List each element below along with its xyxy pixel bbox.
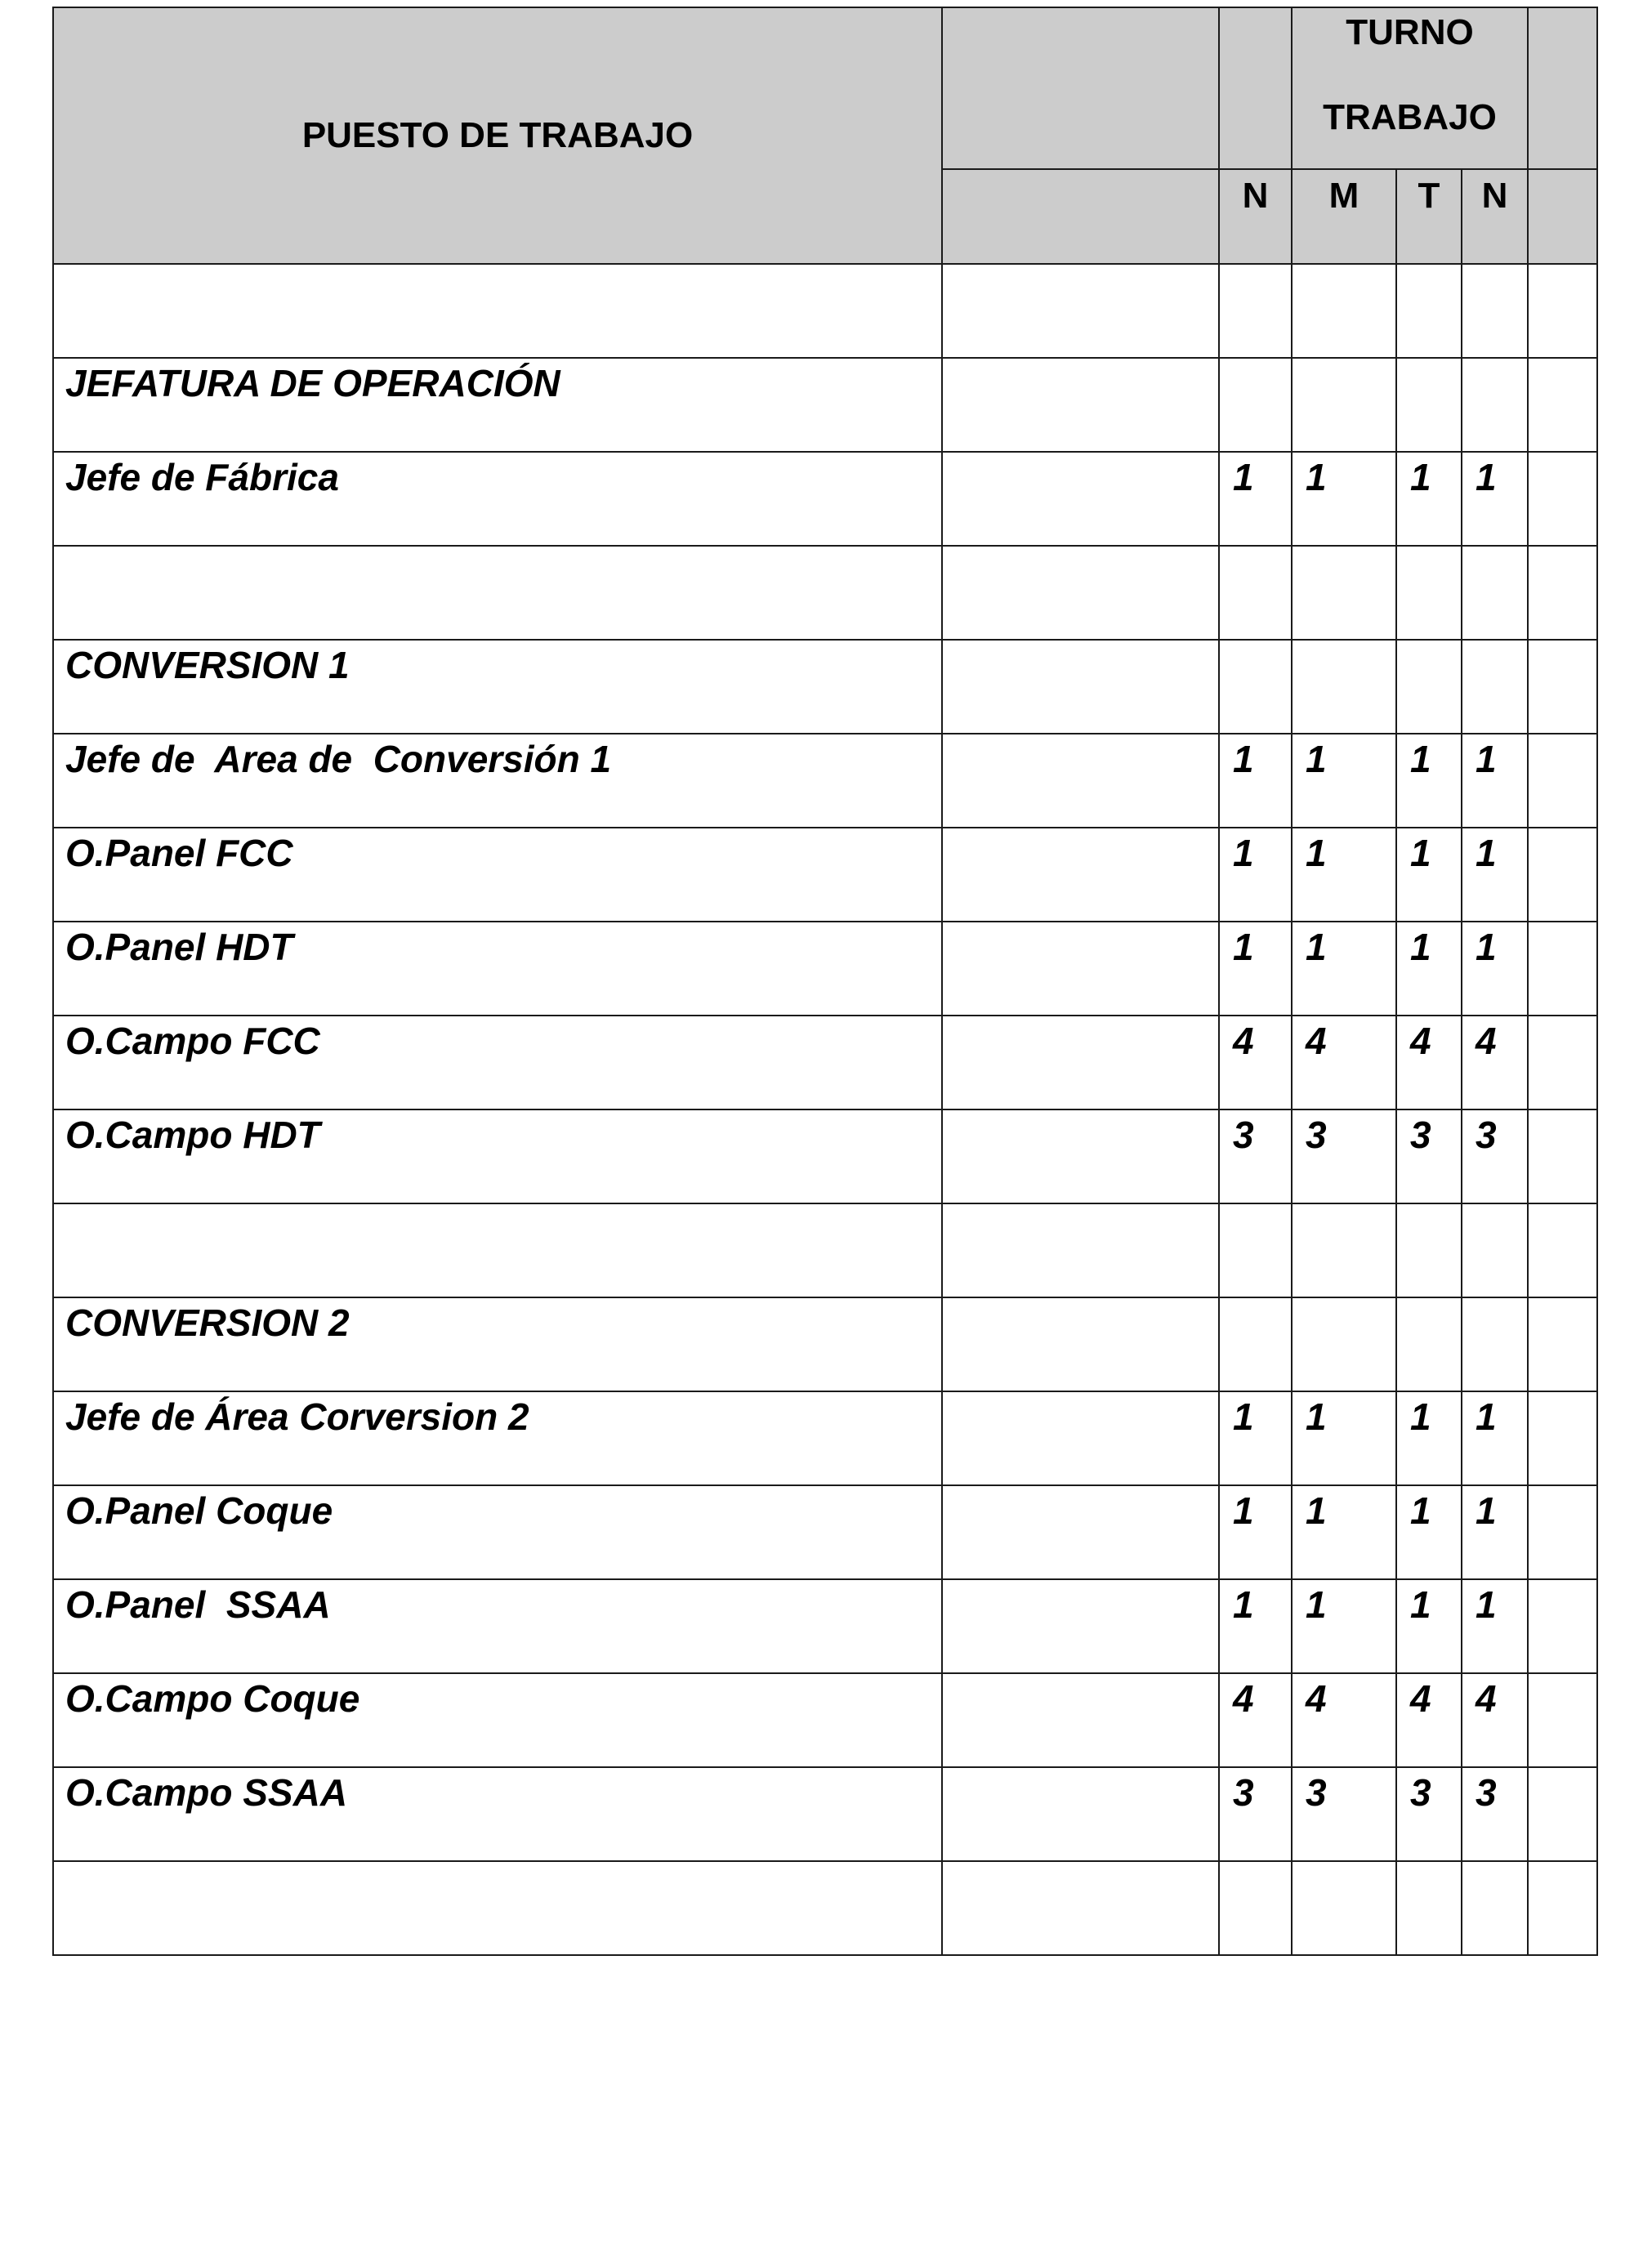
blank-cell (942, 828, 1219, 922)
shift-t-cell (1396, 1861, 1462, 1955)
job-title-cell: O.Campo Coque (53, 1673, 942, 1767)
shift-n2-cell: 1 (1462, 452, 1528, 546)
table-row (53, 1673, 1597, 1767)
shift-n2-cell: 1 (1462, 1391, 1528, 1485)
blank-cell (1528, 1109, 1597, 1203)
header-blank-cell (1528, 7, 1597, 169)
blank-cell (1528, 1485, 1597, 1579)
job-title-cell: O.Panel SSAA (53, 1579, 942, 1673)
shift-t-cell: 3 (1396, 1109, 1462, 1203)
shift-group-header (1292, 7, 1528, 169)
shift-m-cell: 4 (1292, 1673, 1396, 1767)
blank-cell (942, 1297, 1219, 1391)
shift-t-cell: 1 (1396, 734, 1462, 828)
blank-cell (942, 452, 1219, 546)
table-row (53, 1861, 1597, 1955)
shift-t-cell (1396, 1203, 1462, 1297)
shift-t-cell (1396, 358, 1462, 452)
job-title-cell: O.Panel Coque (53, 1485, 942, 1579)
shift-n2-cell (1462, 264, 1528, 358)
shift-n-cell: 1 (1219, 1485, 1292, 1579)
table-row (53, 828, 1597, 922)
shift-n2-cell (1462, 1861, 1528, 1955)
shift-n-cell: 3 (1219, 1109, 1292, 1203)
shift-t-cell (1396, 546, 1462, 640)
shift-n-cell (1219, 1297, 1292, 1391)
shift-t-cell: 4 (1396, 1016, 1462, 1109)
table-row (53, 1297, 1597, 1391)
header-blank-cell (1219, 7, 1292, 169)
blank-cell (942, 640, 1219, 734)
shift-n2-cell (1462, 546, 1528, 640)
blank-cell (942, 922, 1219, 1016)
shift-header-n: N (1219, 169, 1292, 264)
blank-cell (1528, 1016, 1597, 1109)
shift-m-cell: 1 (1292, 1391, 1396, 1485)
shift-m-cell: 4 (1292, 1016, 1396, 1109)
table-row (53, 640, 1597, 734)
job-title-cell (53, 264, 942, 358)
table-row (53, 1579, 1597, 1673)
shift-m-cell (1292, 640, 1396, 734)
shift-m-cell (1292, 264, 1396, 358)
job-title-cell: O.Campo FCC (53, 1016, 942, 1109)
blank-cell (1528, 1673, 1597, 1767)
shift-m-cell: 1 (1292, 1485, 1396, 1579)
shift-n-cell: 1 (1219, 828, 1292, 922)
shift-t-cell: 4 (1396, 1673, 1462, 1767)
shift-n-cell: 4 (1219, 1673, 1292, 1767)
table-row (53, 1767, 1597, 1861)
shift-group-line-2: TRABAJO (1323, 97, 1497, 137)
shift-n2-cell: 4 (1462, 1016, 1528, 1109)
table-row (53, 1485, 1597, 1579)
shift-t-cell: 1 (1396, 1485, 1462, 1579)
shift-t-cell: 1 (1396, 452, 1462, 546)
blank-cell (1528, 922, 1597, 1016)
table-row (53, 1109, 1597, 1203)
shift-n2-cell: 1 (1462, 1485, 1528, 1579)
blank-cell (942, 1391, 1219, 1485)
blank-cell (1528, 640, 1597, 734)
table-row (53, 264, 1597, 358)
job-title-header: PUESTO DE TRABAJO (53, 7, 942, 264)
shift-group-line-1: TURNO (1346, 12, 1474, 52)
table-row (53, 734, 1597, 828)
header-row-1 (53, 7, 1597, 169)
shift-n2-cell (1462, 640, 1528, 734)
header-blank-cell (942, 7, 1219, 169)
shift-n2-cell: 4 (1462, 1673, 1528, 1767)
table-row (53, 358, 1597, 452)
blank-cell (942, 1203, 1219, 1297)
blank-cell (942, 1485, 1219, 1579)
shift-n2-cell: 3 (1462, 1109, 1528, 1203)
shift-m-cell: 1 (1292, 734, 1396, 828)
shift-n2-cell (1462, 1203, 1528, 1297)
shift-header-m: M (1292, 169, 1396, 264)
shift-n-cell: 1 (1219, 1391, 1292, 1485)
shift-n-cell (1219, 358, 1292, 452)
shift-t-cell (1396, 1297, 1462, 1391)
job-title-cell: Jefe de Área Corversion 2 (53, 1391, 942, 1485)
job-title-cell: O.Campo HDT (53, 1109, 942, 1203)
blank-cell (1528, 1579, 1597, 1673)
blank-cell (942, 1767, 1219, 1861)
blank-cell (942, 1579, 1219, 1673)
shift-n2-cell: 3 (1462, 1767, 1528, 1861)
job-title-cell: O.Campo SSAA (53, 1767, 942, 1861)
job-title-cell: CONVERSION 1 (53, 640, 942, 734)
shift-t-cell: 1 (1396, 1579, 1462, 1673)
blank-cell (1528, 1391, 1597, 1485)
shift-n2-cell: 1 (1462, 828, 1528, 922)
blank-cell (1528, 1297, 1597, 1391)
shift-n-cell (1219, 1861, 1292, 1955)
shift-n-cell (1219, 264, 1292, 358)
job-title-cell (53, 546, 942, 640)
job-title-cell: O.Panel FCC (53, 828, 942, 922)
shift-n-cell (1219, 546, 1292, 640)
shift-n-cell: 1 (1219, 452, 1292, 546)
blank-cell (1528, 828, 1597, 922)
blank-cell (1528, 1767, 1597, 1861)
shift-n-cell: 1 (1219, 734, 1292, 828)
shift-n-cell: 1 (1219, 922, 1292, 1016)
shift-m-cell (1292, 1203, 1396, 1297)
shift-n-cell: 3 (1219, 1767, 1292, 1861)
blank-cell (942, 1861, 1219, 1955)
blank-cell (942, 734, 1219, 828)
shift-m-cell (1292, 358, 1396, 452)
table-row (53, 452, 1597, 546)
shift-n2-cell: 1 (1462, 1579, 1528, 1673)
shift-n2-cell: 1 (1462, 734, 1528, 828)
table-row (53, 922, 1597, 1016)
job-title-cell: O.Panel HDT (53, 922, 942, 1016)
shift-m-cell: 1 (1292, 828, 1396, 922)
blank-cell (1528, 358, 1597, 452)
blank-cell (1528, 734, 1597, 828)
blank-cell (942, 546, 1219, 640)
shift-header-n2: N (1462, 169, 1528, 264)
job-title-cell (53, 1861, 942, 1955)
shift-t-cell: 1 (1396, 922, 1462, 1016)
blank-cell (1528, 264, 1597, 358)
blank-cell (942, 1016, 1219, 1109)
job-title-cell: Jefe de Fábrica (53, 452, 942, 546)
blank-cell (1528, 546, 1597, 640)
shift-m-cell: 3 (1292, 1767, 1396, 1861)
job-title-cell (53, 1203, 942, 1297)
header-blank-cell (1528, 169, 1597, 264)
shift-n2-cell (1462, 358, 1528, 452)
blank-cell (1528, 1203, 1597, 1297)
shift-m-cell: 1 (1292, 452, 1396, 546)
shift-t-cell (1396, 264, 1462, 358)
table-row (53, 1391, 1597, 1485)
table-row (53, 1203, 1597, 1297)
shift-n-cell (1219, 1203, 1292, 1297)
shift-n2-cell: 1 (1462, 922, 1528, 1016)
header-blank-cell (942, 169, 1219, 264)
shift-m-cell (1292, 1297, 1396, 1391)
shift-t-cell: 3 (1396, 1767, 1462, 1861)
job-title-cell: CONVERSION 2 (53, 1297, 942, 1391)
shift-m-cell (1292, 1861, 1396, 1955)
job-title-cell: JEFATURA DE OPERACIÓN (53, 358, 942, 452)
shift-m-cell: 3 (1292, 1109, 1396, 1203)
blank-cell (942, 1673, 1219, 1767)
shift-header-t: T (1396, 169, 1462, 264)
table-row (53, 1016, 1597, 1109)
shift-t-cell: 1 (1396, 828, 1462, 922)
blank-cell (1528, 1861, 1597, 1955)
shift-t-cell: 1 (1396, 1391, 1462, 1485)
blank-cell (942, 1109, 1219, 1203)
shift-n-cell: 4 (1219, 1016, 1292, 1109)
shift-n-cell (1219, 640, 1292, 734)
shift-m-cell: 1 (1292, 1579, 1396, 1673)
shift-m-cell: 1 (1292, 922, 1396, 1016)
blank-cell (1528, 452, 1597, 546)
job-title-cell: Jefe de Area de Conversión 1 (53, 734, 942, 828)
shift-t-cell (1396, 640, 1462, 734)
shift-n-cell: 1 (1219, 1579, 1292, 1673)
blank-cell (942, 264, 1219, 358)
staffing-table (52, 7, 1598, 1956)
shift-n2-cell (1462, 1297, 1528, 1391)
shift-m-cell (1292, 546, 1396, 640)
blank-cell (942, 358, 1219, 452)
table-row (53, 546, 1597, 640)
